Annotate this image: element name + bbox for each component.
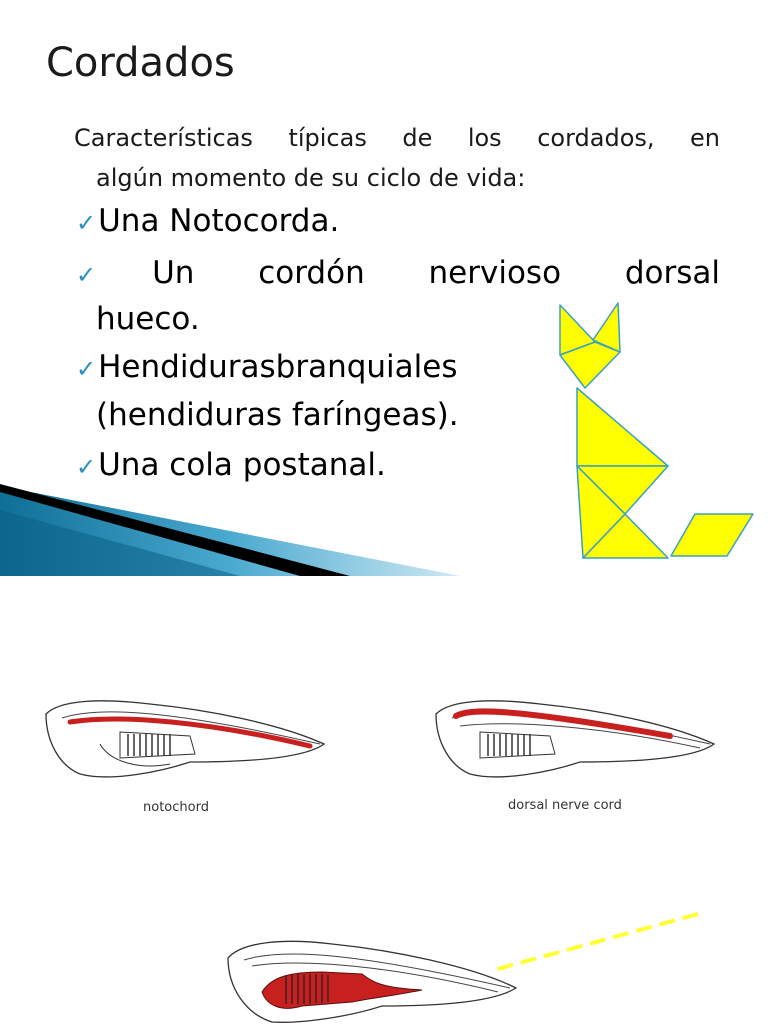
bullet-notochord [76,198,339,246]
intro-text-line2: algún momento de su ciclo de vida: [96,164,526,192]
tangram-cat-image [555,300,755,560]
bullet-text: Un cordón nervioso dorsal [152,255,721,291]
pointer-arrow [480,908,710,978]
chordate-diagram-pharyngeal-slits [222,932,522,1024]
caption-dorsal-nerve-cord: dorsal nerve cord [508,798,622,813]
bullet-text: Una Notocorda. [98,203,340,239]
bullet-gill-slits [76,344,458,392]
slide-title: Cordados [46,40,235,86]
chordate-diagram-notochord [40,692,330,792]
check-icon: ✓ [76,355,97,383]
check-icon: ✓ [76,261,151,289]
bullet-nerve-cord-continuation: hueco. [96,301,200,337]
caption-notochord: notochord [143,800,209,815]
intro-text-line1: Características típicas de los cordados, en [74,124,720,152]
bullet-text: Hendidurasbranquiales [98,349,458,385]
bullet-gill-slits-continuation: (hendiduras faríngeas). [96,397,459,433]
check-icon: ✓ [76,453,97,481]
chordate-diagram-nerve-cord [430,692,720,792]
bullet-text: Una cola postanal. [98,447,386,483]
bullet-nerve-cord [76,250,720,298]
swoosh-decoration [0,470,470,576]
check-icon: ✓ [76,209,97,237]
